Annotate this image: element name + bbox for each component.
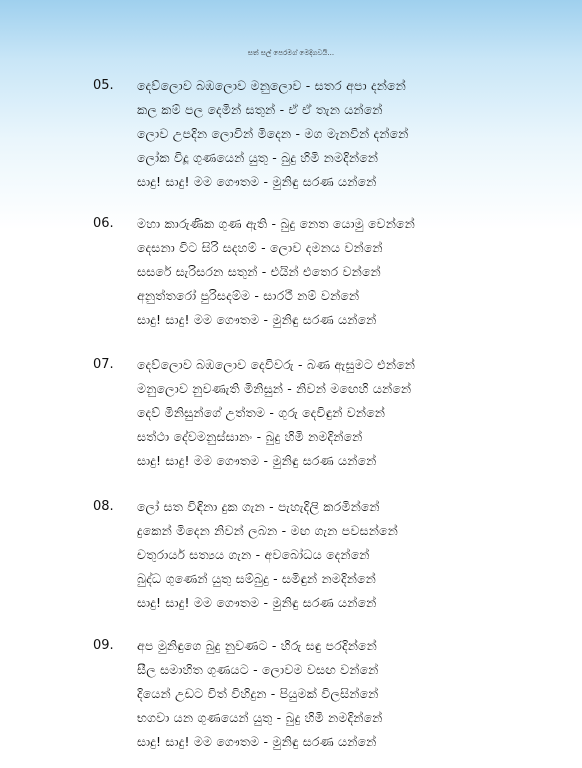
verse-line: සාදු! සාදු! මම ගෞතම - මුනිඳු සරණ යන්නේ bbox=[137, 734, 377, 749]
verse-line: සාදු! සාදු! මම ගෞතම - මුනිඳු සරණ යන්නේ bbox=[137, 312, 377, 327]
verse-line: දෙව්ලොව බඹලොව දෙවිවරු - බණ ඇසුමට එන්නේ bbox=[137, 357, 416, 372]
verse-line: මනුලොව නුවණැති මිනිසුන් - නිවන් මඟෙහි යන්නේ bbox=[137, 381, 412, 396]
verse-line: දෙව් මිනිසුන්ගේ උත්තම - ගුරු දෙවිඳුන් වන්නේ bbox=[137, 405, 386, 420]
verse-number: 08. bbox=[93, 499, 114, 514]
verse-line: ලෝක විදූ ගුණයෙන් යුතු - බුදු හිමි නමදින්නේ bbox=[137, 150, 379, 165]
verse-line: සාදු! සාදු! මම ගෞතම - මුනිඳු සරණ යන්නේ bbox=[137, 453, 377, 468]
verse-line: ලෝ සත විඳිනා දුක ගැන - පැහැදිලි කරමින්නේ bbox=[137, 499, 380, 514]
verse-line: සාදු! සාදු! මම ගෞතම - මුනිඳු සරණ යන්නේ bbox=[137, 174, 377, 189]
verse-line: දුකෙන් මිදෙන නිවන් ලබන - මඟ ගැන පවසන්නේ bbox=[137, 523, 398, 538]
verse-line: සත්ථා දේවමනුස්සානං - බුදු හිමි නමදින්නේ bbox=[137, 429, 363, 444]
verse-line: සසරේ සැරිසරන සතුන් - එයින් එතෙර වන්නේ bbox=[137, 264, 381, 279]
verse-line: චතුරාර්ය සත්‍යය ගැන - අවබෝධය දෙන්නේ bbox=[137, 547, 370, 562]
verse-line: අනුත්තරෝ පුරිසදම්ම - සාරථී නම් වන්නේ bbox=[137, 288, 360, 303]
verse-line: බුද්ධ ගුණෙන් යුතු සම්බුදු - සමිඳුන් නමදින්නේ bbox=[137, 571, 376, 586]
page-header: සත් සල් පෙරමග් මෙදිගවයි... bbox=[247, 49, 335, 57]
verse-line: ලොව උපදින ලොවින් මිදෙන - මග මැනවින් දන්නේ bbox=[137, 126, 409, 141]
verse-line: අප මුනිඳුගෙ බුදු නුවණට - හිරු සඳු පරදින්නේ bbox=[137, 638, 377, 653]
verse-line: මහා කාරුණික ගුණ ඇති - බුදු නෙත යොමු වෙන්නේ bbox=[137, 216, 415, 231]
verse-number: 05. bbox=[93, 78, 114, 93]
verse-line: දෙව්ලොව බඹලොව මනුලොව - සතර අපා දන්නේ bbox=[137, 78, 406, 93]
verse-line: භගවා යන ගුණයෙන් යුතු - බුදු හිමි නමදින්නේ bbox=[137, 710, 383, 725]
verse-number: 07. bbox=[93, 357, 114, 372]
verse-line: සීල සමාහිත ගුණයට - ලොවම වසඟ වන්නේ bbox=[137, 662, 379, 677]
verse-line: දියෙන් උඩට විත් විහිදුන - පියුමක් විලසින්නේ bbox=[137, 686, 379, 701]
verse-line: දෙසනා විට සිරි සදහම් - ලොව දමනය වන්නේ bbox=[137, 240, 383, 255]
verse-number: 09. bbox=[93, 638, 114, 653]
verse-number: 06. bbox=[93, 216, 114, 231]
verse-line: කල කම් පල දෙමින් සතුන් - ඒ ඒ තැන යන්නේ bbox=[137, 102, 383, 117]
verse-line: සාදු! සාදු! මම ගෞතම - මුනිඳු සරණ යන්නේ bbox=[137, 595, 377, 610]
